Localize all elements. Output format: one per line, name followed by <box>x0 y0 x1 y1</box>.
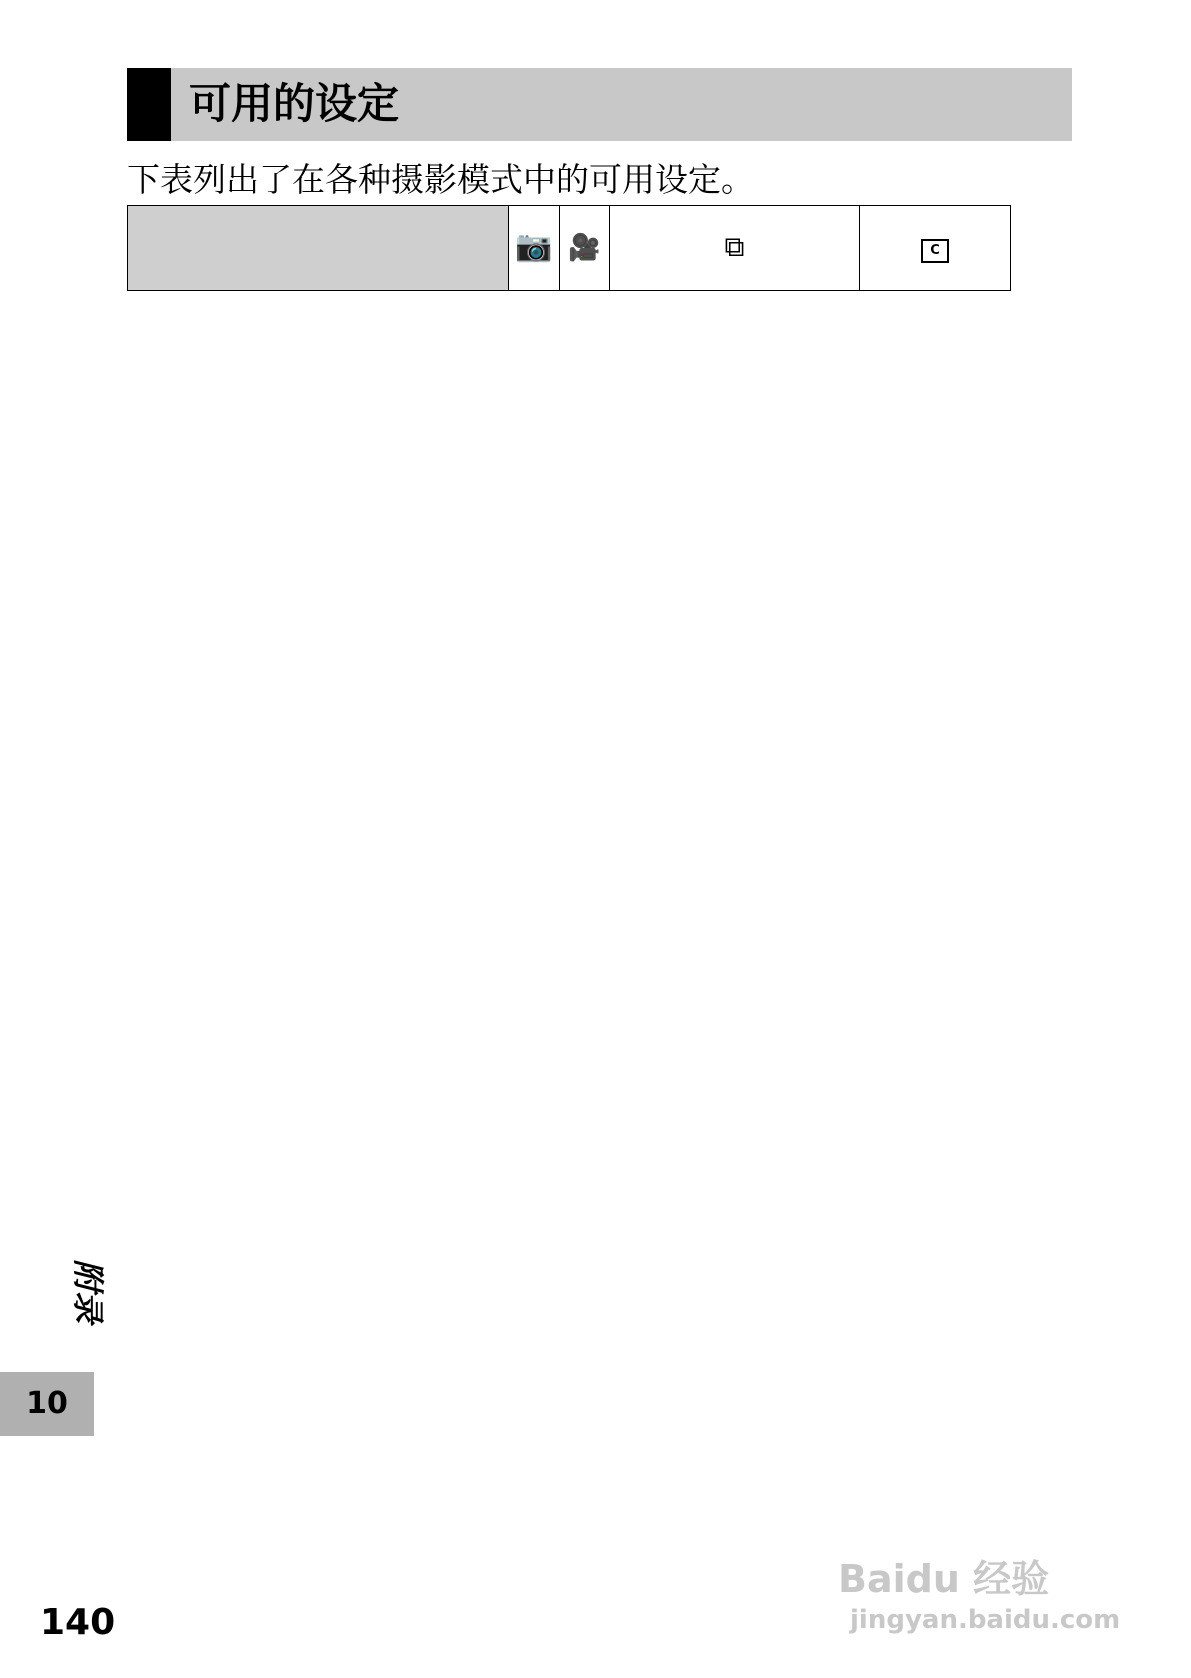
watermark-url: jingyan.baidu.com <box>850 1605 1121 1635</box>
header-corner <box>128 206 509 291</box>
page-number: 140 <box>40 1602 116 1643</box>
intro-text: 下表列出了在各种摄影模式中的可用设定。 <box>127 160 754 199</box>
title-bar <box>127 68 1072 141</box>
header-row <box>128 206 1011 291</box>
scene-c-icon: C <box>860 206 1011 291</box>
movie-icon: 🎥 <box>560 206 610 291</box>
appendix-label: 附录 <box>69 1258 108 1324</box>
chapter-number: 10 <box>0 1372 94 1436</box>
continuous-icon: ⧉ <box>610 206 860 291</box>
settings-table <box>127 205 1011 291</box>
camera-icon: 📷 <box>509 206 560 291</box>
page-title: 可用的设定 <box>189 79 400 128</box>
watermark: Baidu 经验 <box>838 1557 1050 1601</box>
title-marker <box>127 68 171 141</box>
